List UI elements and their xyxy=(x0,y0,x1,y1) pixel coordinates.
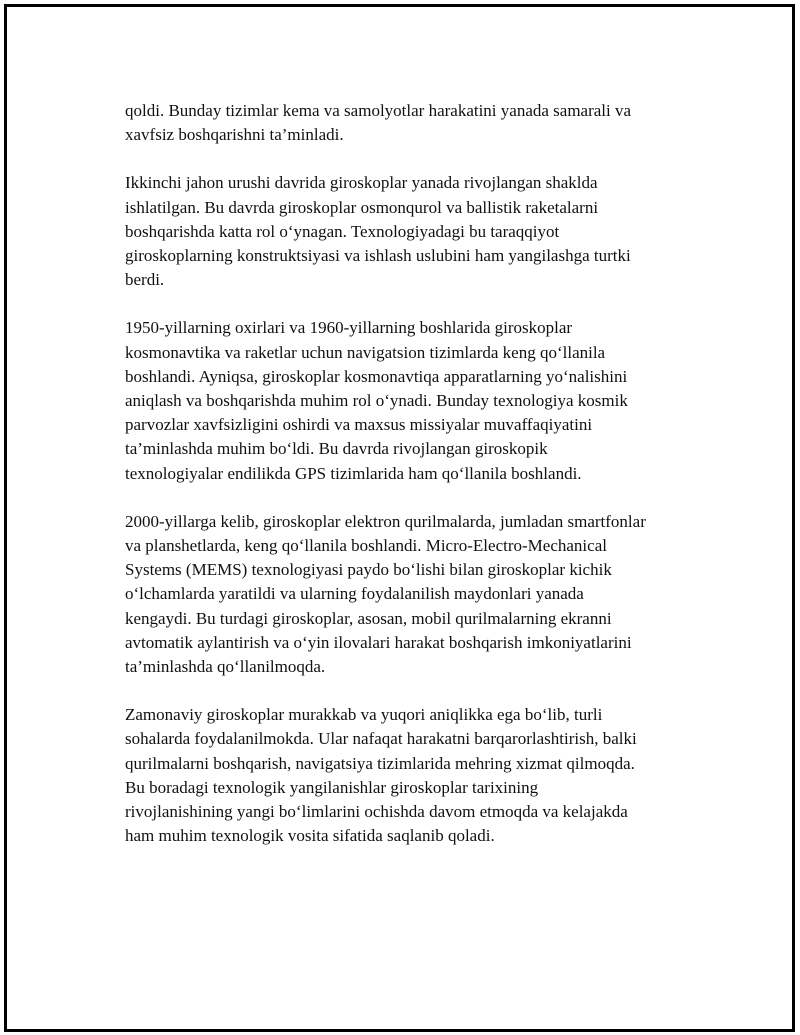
paragraph-1: qoldi. Bunday tizimlar kema va samolyotlar harakatini yanada samarali va xavfsiz boshqarishni ta’minladi. xyxy=(125,101,632,145)
document-body xyxy=(125,99,725,872)
paragraph-3: 1950-yillarning oxirlari va 1960-yillarning boshlarida giroskoplar kosmonavtika va raketlar uchun navigatsion tizimlarda keng qo‘llanila boshlandi. Ayniqsa, giroskoplar kosmonavtiqa apparatlarning yo‘nalishini aniqlash va boshqarishda muhim rol o‘ynadi. Bunday texnologiya kosmik parvozlar xavfsizligini oshirdi va maxsus missiyalar muvaffaqiyatini ta’minlashda muhim bo‘ldi. Bu davrda rivojlangan giroskopik texnologiyalar endilikda GPS tizimlarida ham qo‘llanila boshlandi. xyxy=(125,318,628,483)
paragraph-4: 2000-yillarga kelib, giroskoplar elektron qurilmalarda, jumladan smartfonlar va planshetlarda, keng qo‘llanila boshlandi. Micro-Electro-Mechanical Systems (MEMS) texnologiyasi paydo bo‘lishi bilan giroskoplar kichik o‘lchamlarda yaratildi va ularning foydalanilish maydonlari yanada kengaydi. Bu turdagi giroskoplar, asosan, mobil qurilmalarning ekranni avtomatik aylantirish va o‘yin ilovalari harakat boshqarish imkoniyatlarini ta’minlashda qo‘llanilmoqda. xyxy=(125,511,646,677)
paragraph-5: Zamonaviy giroskoplar murakkab va yuqori aniqlikka ega bo‘lib, turli sohalarda foydalanilmokda. Ular nafaqat harakatni barqarorlashtirish, balki qurilmalarni boshqarish, navigatsiya tizimlarida mehring xizmat qilmoqda. Bu boradagi texnologik yangilanishlar giroskoplar tarixining rivojlanishining yangi bo‘limlarini ochishda davom etmoqda va kelajakda ham muhim texnologik vosita sifatida saqlanib qoladi. xyxy=(125,705,637,846)
page-frame xyxy=(4,4,795,1032)
paragraph-2: Ikkinchi jahon urushi davrida giroskoplar yanada rivojlangan shaklda ishlatilgan. Bu davrda giroskoplar osmonqurol va ballistik raketalarni boshqarishda katta rol o‘ynagan. Texnologiyadagi bu taraqqiyot giroskoplarning konstruktsiyasi va ishlash uslubini ham yangilashga turtki berdi. xyxy=(125,173,631,290)
